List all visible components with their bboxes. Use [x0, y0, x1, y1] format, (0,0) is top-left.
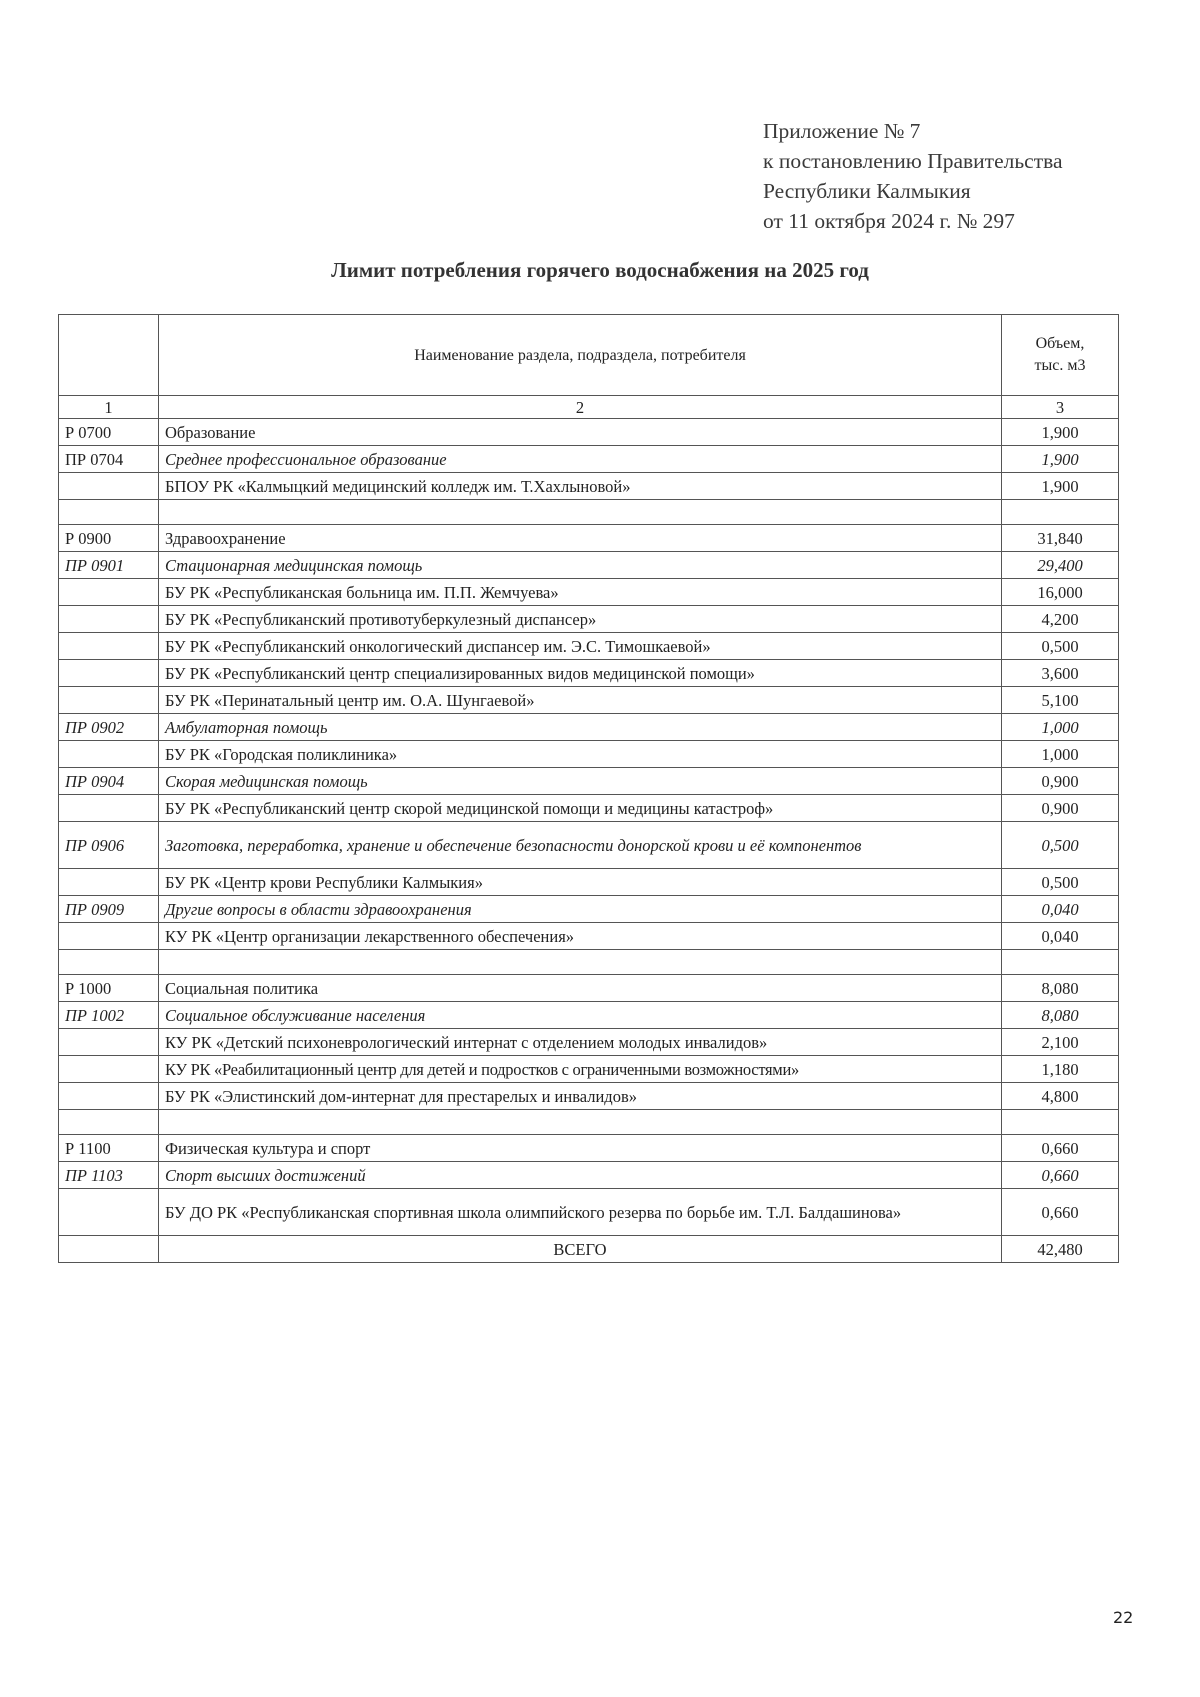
table-row — [59, 741, 1119, 768]
header-code-cell — [59, 315, 159, 396]
column-number: 2 — [159, 396, 1002, 419]
column-number-row — [59, 396, 1119, 419]
table-row — [59, 1002, 1119, 1029]
annex-line: к постановлению Правительства — [763, 149, 1063, 173]
row-name: Скорая медицинская помощь — [159, 768, 1002, 795]
row-name: Образование — [159, 419, 1002, 446]
row-code — [59, 1189, 159, 1236]
row-value: 1,900 — [1002, 419, 1119, 446]
row-name: КУ РК «Реабилитационный центр для детей и подростков с ограниченными возможностями» — [159, 1056, 1002, 1083]
row-code — [59, 1083, 159, 1110]
row-code — [59, 579, 159, 606]
row-name: БУ РК «Центр крови Республики Калмыкия» — [159, 869, 1002, 896]
table-row — [59, 714, 1119, 741]
row-name: Здравоохранение — [159, 525, 1002, 552]
header-volume-line: Объем, — [1035, 335, 1085, 352]
table-row — [59, 1135, 1119, 1162]
total-label: ВСЕГО — [159, 1236, 1002, 1263]
limits-table — [58, 314, 1119, 1263]
header-volume-cell — [1002, 315, 1119, 396]
table-row — [59, 660, 1119, 687]
table-row — [59, 1189, 1119, 1236]
header-volume-line: тыс. м3 — [1034, 357, 1086, 374]
row-value: 1,000 — [1002, 714, 1119, 741]
annex-line: Республики Калмыкия — [763, 179, 971, 203]
row-value: 0,660 — [1002, 1135, 1119, 1162]
table-row — [59, 633, 1119, 660]
table-row — [59, 1056, 1119, 1083]
row-name: Физическая культура и спорт — [159, 1135, 1002, 1162]
row-value: 31,840 — [1002, 525, 1119, 552]
row-value: 0,500 — [1002, 633, 1119, 660]
row-code: ПР 1002 — [59, 1002, 159, 1029]
spacer-row — [59, 1110, 1119, 1135]
row-name: Стационарная медицинская помощь — [159, 552, 1002, 579]
table-row — [59, 579, 1119, 606]
row-code — [59, 1029, 159, 1056]
row-value: 1,900 — [1002, 446, 1119, 473]
row-name: БУ ДО РК «Республиканская спортивная школа олимпийского резерва по борьбе им. Т.Л. Балдашинова» — [159, 1189, 1002, 1236]
page-number: 22 — [1113, 1608, 1134, 1627]
table-row — [59, 869, 1119, 896]
row-code — [59, 1056, 159, 1083]
row-value: 8,080 — [1002, 975, 1119, 1002]
table-row — [59, 768, 1119, 795]
row-name: КУ РК «Центр организации лекарственного обеспечения» — [159, 923, 1002, 950]
spacer-row — [59, 500, 1119, 525]
row-name: Заготовка, переработка, хранение и обеспечение безопасности донорской крови и её компонентов — [159, 822, 1002, 869]
row-name: Социальное обслуживание населения — [159, 1002, 1002, 1029]
table-row — [59, 975, 1119, 1002]
table-row — [59, 473, 1119, 500]
row-name: БУ РК «Городская поликлиника» — [159, 741, 1002, 768]
row-value: 5,100 — [1002, 687, 1119, 714]
row-value: 4,200 — [1002, 606, 1119, 633]
row-value: 1,900 — [1002, 473, 1119, 500]
row-code: Р 1000 — [59, 975, 159, 1002]
row-code — [59, 869, 159, 896]
table-header-row — [59, 315, 1119, 396]
row-name: БУ РК «Перинатальный центр им. О.А. Шунгаевой» — [159, 687, 1002, 714]
row-name: БУ РК «Республиканский противотуберкулезный диспансер» — [159, 606, 1002, 633]
column-number: 1 — [59, 396, 159, 419]
row-value: 1,000 — [1002, 741, 1119, 768]
row-code: Р 0900 — [59, 525, 159, 552]
table-row — [59, 822, 1119, 869]
row-name: БУ РК «Республиканский центр специализированных видов медицинской помощи» — [159, 660, 1002, 687]
row-code — [59, 660, 159, 687]
row-code — [59, 687, 159, 714]
table-row — [59, 1029, 1119, 1056]
row-value: 16,000 — [1002, 579, 1119, 606]
row-value: 0,500 — [1002, 869, 1119, 896]
row-code: ПР 0906 — [59, 822, 159, 869]
header-name-cell: Наименование раздела, подраздела, потребителя — [159, 315, 1002, 396]
row-value: 0,040 — [1002, 896, 1119, 923]
row-code — [59, 473, 159, 500]
row-value: 0,500 — [1002, 822, 1119, 869]
row-value: 8,080 — [1002, 1002, 1119, 1029]
table-row — [59, 795, 1119, 822]
row-name: Социальная политика — [159, 975, 1002, 1002]
row-code — [59, 633, 159, 660]
row-code: ПР 1103 — [59, 1162, 159, 1189]
table-row — [59, 1083, 1119, 1110]
row-code: ПР 0909 — [59, 896, 159, 923]
row-name: Среднее профессиональное образование — [159, 446, 1002, 473]
row-value: 29,400 — [1002, 552, 1119, 579]
spacer-row — [59, 950, 1119, 975]
row-name: БУ РК «Элистинский дом-интернат для престарелых и инвалидов» — [159, 1083, 1002, 1110]
row-code: ПР 0704 — [59, 446, 159, 473]
row-code — [59, 923, 159, 950]
row-code: Р 1100 — [59, 1135, 159, 1162]
row-name: БПОУ РК «Калмыцкий медицинский колледж им. Т.Хахлыновой» — [159, 473, 1002, 500]
row-value: 2,100 — [1002, 1029, 1119, 1056]
table-row — [59, 687, 1119, 714]
row-code: ПР 0902 — [59, 714, 159, 741]
row-name: Другие вопросы в области здравоохранения — [159, 896, 1002, 923]
annex-line: Приложение № 7 — [763, 119, 921, 143]
annex-block — [763, 116, 1063, 236]
document-title: Лимит потребления горячего водоснабжения на 2025 год — [331, 258, 869, 282]
row-value: 0,900 — [1002, 768, 1119, 795]
row-name: БУ РК «Республиканская больница им. П.П. Жемчуева» — [159, 579, 1002, 606]
column-number: 3 — [1002, 396, 1119, 419]
total-code-cell — [59, 1236, 159, 1263]
row-code: ПР 0904 — [59, 768, 159, 795]
row-code — [59, 741, 159, 768]
row-value: 4,800 — [1002, 1083, 1119, 1110]
row-code — [59, 795, 159, 822]
row-value: 0,660 — [1002, 1189, 1119, 1236]
table-row — [59, 896, 1119, 923]
row-value: 1,180 — [1002, 1056, 1119, 1083]
row-code: ПР 0901 — [59, 552, 159, 579]
table-row — [59, 1162, 1119, 1189]
table-row — [59, 419, 1119, 446]
row-name: Амбулаторная помощь — [159, 714, 1002, 741]
row-value: 0,660 — [1002, 1162, 1119, 1189]
row-name: БУ РК «Республиканский онкологический диспансер им. Э.С. Тимошкаевой» — [159, 633, 1002, 660]
table-row — [59, 525, 1119, 552]
row-value: 0,040 — [1002, 923, 1119, 950]
table-row — [59, 552, 1119, 579]
row-value: 3,600 — [1002, 660, 1119, 687]
row-name: КУ РК «Детский психоневрологический интернат с отделением молодых инвалидов» — [159, 1029, 1002, 1056]
annex-line: от 11 октября 2024 г. № 297 — [763, 209, 1015, 233]
row-name: БУ РК «Республиканский центр скорой медицинской помощи и медицины катастроф» — [159, 795, 1002, 822]
total-row — [59, 1236, 1119, 1263]
table-row — [59, 446, 1119, 473]
table-row — [59, 606, 1119, 633]
table-row — [59, 923, 1119, 950]
row-name: Спорт высших достижений — [159, 1162, 1002, 1189]
row-code: Р 0700 — [59, 419, 159, 446]
row-value: 0,900 — [1002, 795, 1119, 822]
total-value: 42,480 — [1002, 1236, 1119, 1263]
row-code — [59, 606, 159, 633]
